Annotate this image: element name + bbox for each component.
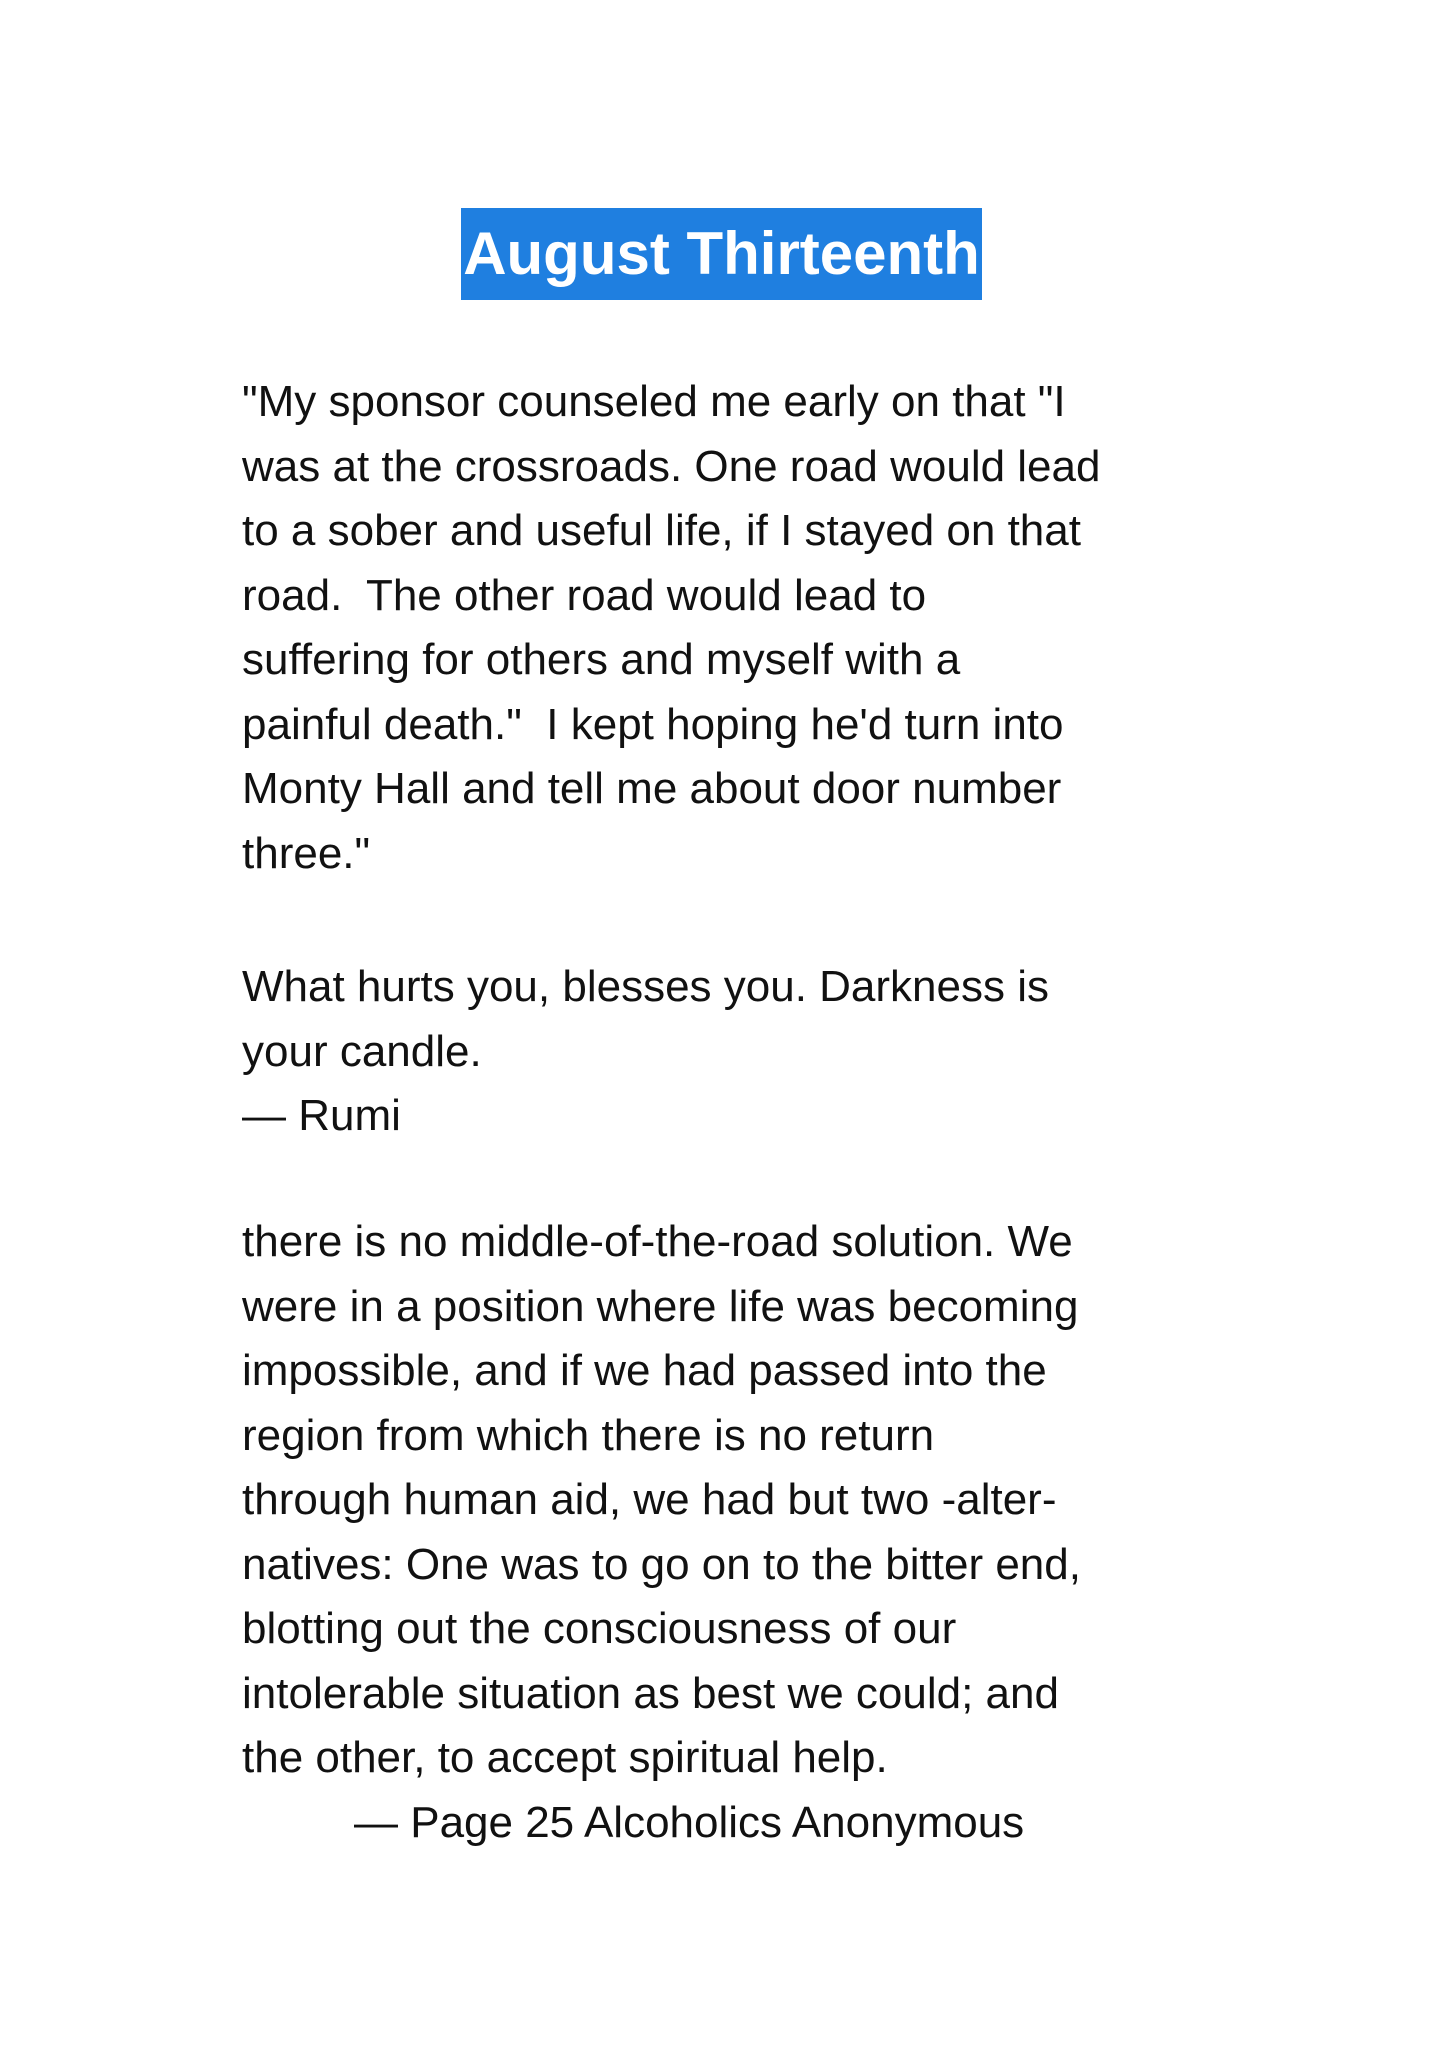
reflection-line: Monty Hall and tell me about door number — [242, 764, 1062, 813]
page-title: August Thirteenth — [461, 208, 982, 300]
reading-line: the other, to accept spiritual help. — [242, 1733, 888, 1782]
reflection-line: "My sponsor counseled me early on that "I — [242, 377, 1066, 426]
reading-line: were in a position where life was becoming — [242, 1281, 1079, 1331]
title-container — [0, 208, 1443, 300]
reading-line: region from which there is no return — [242, 1410, 935, 1460]
reflection-line: was at the crossroads. One road would lead — [242, 441, 1101, 491]
big-book-reading — [242, 1210, 1242, 1855]
reading-line: there is no middle-of-the-road solution. We — [242, 1217, 1073, 1266]
reflection-line: to a sober and useful life, if I stayed on that — [242, 506, 1081, 555]
reading-line: through human aid, we had but two -alter- — [242, 1475, 1057, 1524]
reflection-line: three." — [242, 828, 371, 878]
reading-attribution: — Page 25 Alcoholics Anonymous — [354, 1797, 1025, 1847]
reading-line: impossible, and if we had passed into the — [242, 1346, 1047, 1395]
quote-attribution: — Rumi — [242, 1091, 401, 1140]
reflection-line: road. The other road would lead to — [242, 570, 927, 620]
rumi-quote — [242, 955, 1242, 1149]
quote-line: your candle. — [242, 1026, 482, 1076]
reflection-paragraph — [242, 370, 1242, 886]
reading-line: blotting out the consciousness of our — [242, 1604, 957, 1653]
reading-line: intolerable situation as best we could; and — [242, 1668, 1059, 1718]
reflection-line: painful death." I kept hoping he'd turn into — [242, 699, 1064, 749]
reading-line: natives: One was to go on to the bitter end, — [242, 1539, 1081, 1589]
reflection-line: suffering for others and myself with a — [242, 635, 961, 684]
quote-line: What hurts you, blesses you. Darkness is — [242, 962, 1049, 1011]
